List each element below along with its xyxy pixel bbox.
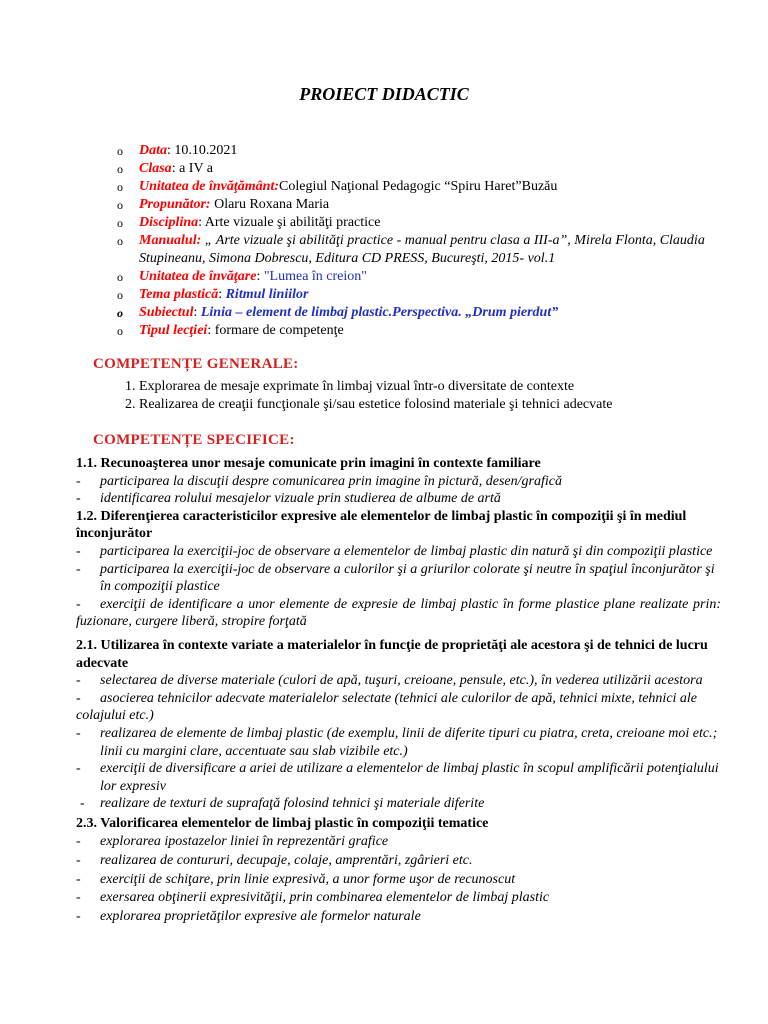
- dash-icon: -: [76, 690, 81, 706]
- list-item: [76, 852, 721, 870]
- meta-sep: :: [167, 143, 175, 158]
- meta-sep: :: [207, 323, 215, 338]
- list-item-text: exersarea obţinerii expresivităţii, prin combinarea elementelor de limbaj plastic: [100, 890, 550, 906]
- meta-value: Arte vizuale şi abilităţi practice: [204, 215, 381, 230]
- meta-label: Tipul lecţiei: [139, 323, 208, 338]
- list-item: [76, 889, 721, 907]
- list-item: [76, 760, 721, 795]
- list-item: [76, 871, 721, 889]
- bullet-icon: o: [117, 234, 123, 248]
- bullet-icon: o: [117, 216, 123, 230]
- meta-item-unitatea-invatare: [117, 268, 757, 286]
- meta-label: Propunător:: [139, 197, 211, 212]
- list-item: [76, 490, 721, 508]
- list-item-text: exerciţii de schiţare, prin linie expresivă, a unor forme uşor de recunoscut: [100, 871, 516, 887]
- meta-label: Manualul:: [139, 233, 202, 248]
- list-item-text: exerciţii de diversificare a ariei de utilizare a elementelor de limbaj plastic în scopul amplificării potenţialului lor expresiv: [100, 761, 719, 794]
- list-item: [76, 908, 721, 926]
- competente-specifice-heading: COMPETENȚE SPECIFICE:: [93, 432, 295, 448]
- list-item-text: realizarea de elemente de limbaj plastic (de exemplu, linii de diferite tipuri cu piatra, creta, creioane moi etc.; linii cu margini clare, accentuate sau slab vizibile etc.): [100, 725, 718, 759]
- meta-label: Unitatea de învăţare: [139, 269, 257, 284]
- meta-sep: :: [171, 161, 180, 176]
- list-item: [76, 795, 721, 813]
- meta-label: Unitatea de învăţământ:: [139, 179, 279, 194]
- meta-value: a IV a: [179, 161, 214, 176]
- list-item-text: participarea la exerciţii-joc de observare a elementelor de limbaj plastic din natură şi din compoziţii plastice: [100, 543, 713, 559]
- bullet-icon: o: [117, 324, 123, 338]
- competente-generale-heading: COMPETENȚE GENERALE:: [93, 356, 299, 372]
- meta-sep: :: [256, 269, 264, 284]
- competente-generale-list: [125, 378, 745, 414]
- list-item-text: selectarea de diverse materiale (culori de apă, tuşuri, creioane, pensule, etc.), în vederea utilizării acestora: [100, 673, 703, 689]
- meta-value: 10.10.2021: [174, 143, 238, 158]
- meta-sep: :: [218, 287, 226, 302]
- meta-item-unitatea-invatamant: [117, 178, 757, 196]
- list-item-text: exerciţii de identificare a unor elemente de expresie de limbaj plastic în forme plastice plane realizate prin: fuzionare, curgere liberă, stropire forţată: [76, 596, 721, 630]
- meta-item-disciplina: [117, 214, 757, 232]
- list-item-text: realizare de texturi de suprafaţă folosind tehnici şi materiale diferite: [100, 796, 485, 812]
- list-item: [76, 725, 721, 760]
- list-item: 1. Explorarea de mesaje exprimate în limbaj vizual într-o diversitate de contexte: [125, 379, 575, 394]
- meta-label: Tema plastică: [139, 287, 219, 302]
- meta-sep: :: [198, 215, 205, 230]
- dash-icon: -: [76, 871, 81, 887]
- dash-icon: -: [76, 890, 81, 906]
- bullet-icon: o: [117, 180, 123, 194]
- meta-value: Olaru Roxana Maria: [214, 197, 330, 212]
- dash-icon: -: [76, 561, 81, 577]
- meta-item-tipul-lectiei: [117, 322, 757, 340]
- dash-icon: -: [76, 834, 81, 850]
- meta-value: „ Arte vizuale şi abilităţi practice - manual pentru clasa a III-a”, Mirela Flonta, Claudia Stupineanu, Simona Dobrescu, Editura CD PRESS, Bucureşti, 2015- vol.1: [139, 233, 705, 266]
- list-item-text: participarea la discuţii despre comunicarea prin imagine în pictură, desen/grafică: [100, 473, 562, 489]
- dash-icon: -: [76, 853, 81, 869]
- list-item: 2. Realizarea de creaţii funcţionale şi/sau estetice folosind materiale şi tehnici adecvate: [125, 397, 613, 412]
- meta-item-subiectul: [117, 304, 757, 322]
- dash-icon: -: [76, 673, 81, 689]
- list-item-text: identificarea rolului mesajelor vizuale prin studierea de albume de artă: [100, 491, 501, 507]
- subsection-title: 1.1. Recunoaşterea unor mesaje comunicate prin imagini în contexte familiare: [76, 456, 541, 471]
- meta-item-manualul: [117, 232, 757, 268]
- bullet-icon: o: [117, 270, 123, 284]
- meta-value: Linia – element de limbaj plastic.Perspectiva. „Drum pierdut”: [200, 305, 559, 320]
- meta-label: Subiectul: [139, 305, 194, 320]
- meta-item-tema-plastica: [117, 286, 757, 304]
- bullet-icon: o: [117, 288, 123, 302]
- meta-sep: :: [193, 305, 201, 320]
- meta-item-data: [117, 142, 757, 160]
- bullet-icon: o: [117, 198, 123, 212]
- meta-value: Ritmul liniilor: [225, 287, 309, 302]
- list-item-text: explorarea ipostazelor liniei în reprezentări grafice: [100, 834, 389, 850]
- bullet-icon: o: [117, 306, 123, 320]
- dash-icon: -: [76, 473, 81, 489]
- subsection-title: 2.3. Valorificarea elementelor de limbaj plastic în compoziţii tematice: [76, 815, 489, 831]
- list-item-text: asocierea tehnicilor adecvate materialelor selectate (tehnici ale culorilor de apă, tehnici mixte, tehnici ale colajului etc.): [76, 690, 698, 724]
- competente-specifice-body: [76, 455, 721, 925]
- meta-label: Disciplina: [139, 215, 199, 230]
- list-item: [76, 543, 721, 561]
- list-item-text: realizarea de contururi, decupaje, colaje, amprentări, zgârieri etc.: [100, 853, 473, 869]
- subsection-title: 1.2. Diferenţierea caracteristicilor expresive ale elementelor de limbaj plastic în compoziţii şi în mediul înconjurător: [76, 508, 687, 542]
- bullet-icon: o: [117, 144, 123, 158]
- list-item: [76, 561, 721, 596]
- meta-value: formare de competenţe: [214, 323, 344, 338]
- dash-icon: -: [76, 725, 81, 741]
- lesson-metadata-list: [117, 142, 757, 340]
- meta-item-clasa: [117, 160, 757, 178]
- list-item: [76, 833, 721, 851]
- bullet-icon: o: [117, 162, 123, 176]
- meta-label: Data: [139, 143, 167, 158]
- list-item: [76, 596, 721, 631]
- list-item: [76, 473, 721, 491]
- dash-icon: -: [76, 908, 81, 924]
- dash-icon: -: [76, 761, 81, 777]
- list-item: [76, 690, 721, 725]
- dash-icon: -: [76, 543, 81, 559]
- dash-icon: -: [76, 491, 81, 507]
- dash-icon: -: [76, 596, 81, 612]
- page-title: PROIECT DIDACTIC: [299, 84, 469, 104]
- list-item-text: participarea la exerciţii-joc de observare a culorilor şi a griurilor colorate şi neutre în spaţiul înconjurător şi în compoziţii plastice: [100, 561, 715, 595]
- list-item: [76, 672, 721, 690]
- subsection-title: 2.1. Utilizarea în contexte variate a materialelor în funcţie de proprietăţi ale acestora şi de tehnici de lucru adecvate: [76, 637, 708, 671]
- meta-value: Colegiul Naţional Pedagogic “Spiru Haret”Buzău: [279, 179, 558, 194]
- meta-item-propunator: [117, 196, 757, 214]
- dash-icon: -: [80, 796, 85, 812]
- meta-label: Clasa: [139, 161, 172, 176]
- meta-value: "Lumea în creion": [263, 269, 367, 284]
- list-item-text: explorarea proprietăţilor expresive ale formelor naturale: [100, 908, 421, 924]
